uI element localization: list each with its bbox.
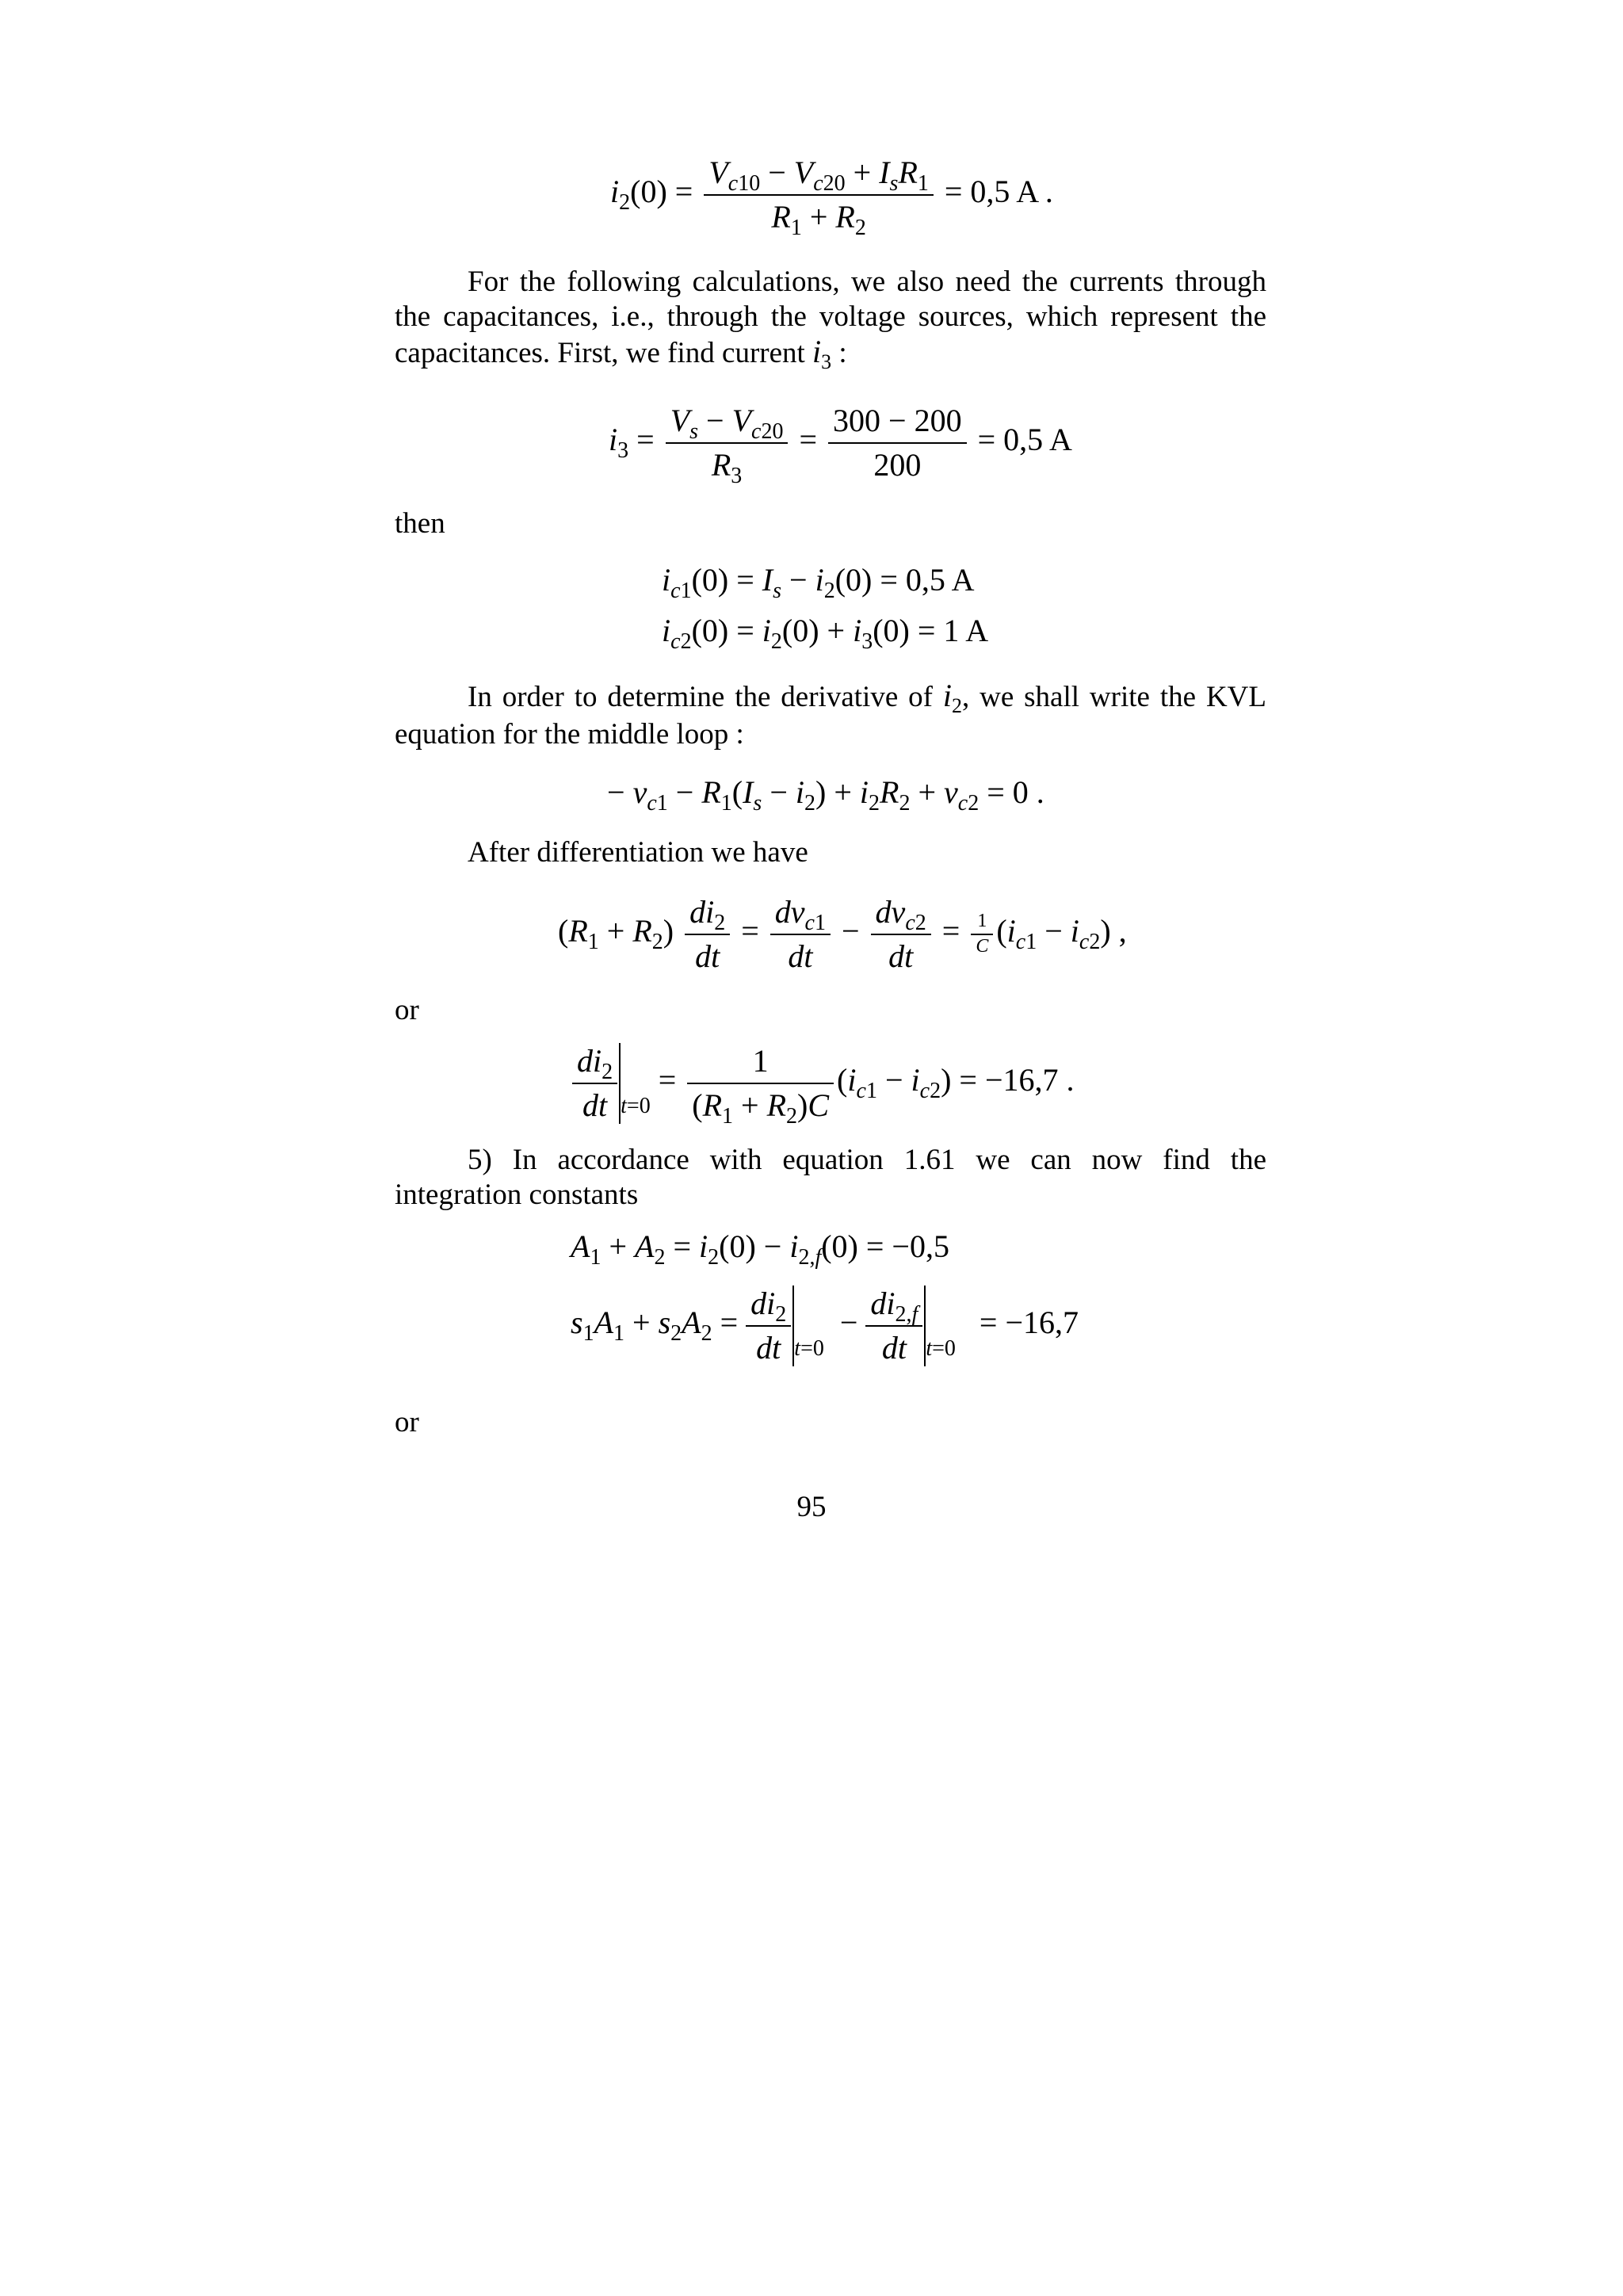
eq4-result: = 1 A [917,613,989,648]
paragraph-text: After differentiation we have [468,836,808,869]
paragraph-kvl: In order to determine the derivative of $i_2$, we shall write the KVL equation for the middle loop : [395,678,1267,751]
eq3-result: = 0,5 A [880,562,975,598]
eq9-result: = −16,7 [979,1305,1079,1341]
equation-ic1: $i_{c1}(0) = I_s - i_2(0) = 0,5$ A [662,562,975,603]
eq5-result: = 0 . [987,774,1044,810]
word-or-2: or [395,1406,419,1438]
paragraph-text-cont: , we shall write the KVL equation for the middle loop : [395,681,1267,751]
equation-kvl: − $v_{c1} - R_1(I_s - i_2) + i_2R_2 + v_{c2} = 0$ . [607,774,1044,816]
page-number: 95 [796,1491,827,1523]
equation-i3: $i_3$ = $\frac{V_s - V_{c20}}{R_3}$ = $\frac{300 - 200}{200}$ = 0,5 A [609,403,1072,488]
equation-a1-a2: $A_1 + A_2 = i_2(0) - i_{2,f}(0) = -0,5$ [571,1228,949,1270]
eq7-result: = −16,7 . [959,1062,1075,1098]
word-or-1: or [395,994,419,1026]
paragraph-capacitance-currents: For the following calculations, we also need the currents through the capacitances, i.e., through the voltage sources, which represent the capacitances. First, we find current $i_3$ : [395,266,1266,374]
paragraph-text: 5) In accordance with equation 1.61 we can now find the integration constants [395,1144,1266,1211]
paragraph-text: In order to determine the derivative of [468,681,933,713]
equation-i2-initial: $i_2(0)$ = $\frac{V_{c10} - V_{c20} + I_sR_1}{R_1 + R_2}$ = 0,5 A . [610,155,1053,240]
paragraph-text: For the following calculations, we also need the currents through the capacitances, i.e., through the voltage sources, which represent the capacitances. First, we find current [395,266,1266,369]
eq2-denominator: 200 [873,447,922,483]
word-then: then [395,507,445,540]
equation-s1a1-s2a2: $s_1A_1 + s_2A_2$ = $\frac{di_2}{dt}$ $_{t=0}$ − $\frac{di_{2,f}}{dt}$ $_{t=0}$ = −16,7 [571,1286,1079,1366]
eq2-result: = 0,5 A [977,422,1072,458]
equation-derivative: $(R_1 + R_2)$ $\frac{di_2}{dt}$ = $\frac{dv_{c1}}{dt}$ − $\frac{dv_{c2}}{dt}$ = $\frac{1}{C}$ $(i_{c1} - i_{c2})$ , [558,894,1127,974]
equation-ic2: $i_{c2}(0) = i_2(0) + i_3(0) = 1$ A [662,613,989,654]
paragraph-integration-constants [395,1143,1266,1213]
equation-di2-at-zero: $\frac{di_2}{dt}$ $_{t=0}$ = $\frac{1}{(R_1 + R_2)C}$ $(i_{c1} - i_{c2}) = -16,7$ . [572,1043,1075,1124]
paragraph-punct: : [838,337,847,369]
eq1-result: = 0,5 A . [944,174,1053,210]
eq8-result: = −0,5 [865,1228,949,1264]
eq2-numerator: 300 − 200 [828,403,967,444]
paragraph-differentiation [395,835,1266,870]
